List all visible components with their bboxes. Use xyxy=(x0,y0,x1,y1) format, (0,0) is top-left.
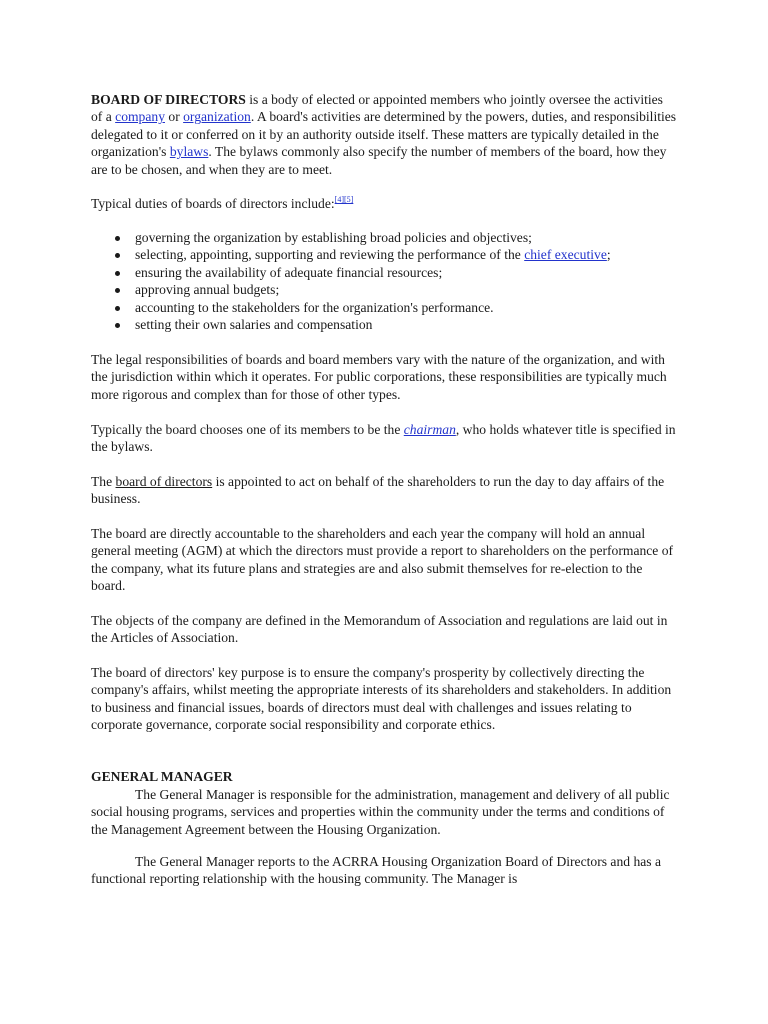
intro-term: BOARD OF DIRECTORS xyxy=(91,92,246,107)
list-item xyxy=(91,264,681,281)
duties-intro xyxy=(91,195,677,212)
list-item-text: accounting to the stakeholders for the organization's performance. xyxy=(135,299,494,315)
intro-text-2: or xyxy=(165,109,184,125)
intro-paragraph xyxy=(91,91,677,178)
intro-text-3: . A board's activities are determined by the powers, duties, and responsibilities delegated to it or conferred on it by an authority outside itself. These matters are typically detailed in the organization's xyxy=(91,109,677,160)
chairman-paragraph xyxy=(91,421,677,456)
objects-paragraph: The objects of the company are defined in the Memorandum of Association and regulations are laid out in the Articles of Association. xyxy=(91,613,668,646)
citation-refs xyxy=(335,195,354,204)
list-item-text: approving annual budgets; xyxy=(135,282,280,298)
organization-link[interactable]: organization xyxy=(183,109,251,125)
list-item-text: setting their own salaries and compensation xyxy=(135,316,373,332)
citation-5-link[interactable]: [5] xyxy=(344,195,354,204)
chairman-link[interactable]: chairman xyxy=(403,422,456,437)
purpose-paragraph: The board of directors' key purpose is to ensure the company's prosperity by collectively directing the company's affairs, whilst meeting the appropriate interests of its shareholders and stakeholders. In addition to business and financial issues, boards of directors must deal with challenges and issues relating to corporate governance, corporate social responsibility and corporate ethics. xyxy=(91,665,672,733)
gm-paragraph-2: The General Manager reports to the ACRRA Housing Organization Board of Directors and has a functional reporting relationship with the housing community. The Manager is xyxy=(91,854,661,887)
list-item xyxy=(91,316,681,333)
intro-text-1: is a body of elected or appointed members who jointly oversee the activities of a xyxy=(91,92,663,125)
gm-paragraph-1: The General Manager is responsible for the administration, management and delivery of all public social housing programs, services and properties within the community under the terms and conditions of the Management Agreement between the Housing Organization. xyxy=(91,787,670,837)
board-paragraph xyxy=(91,473,677,508)
list-item-text: ensuring the availability of adequate financial resources; xyxy=(135,264,443,280)
duties-list xyxy=(91,229,681,333)
list-item-text: governing the organization by establishing broad policies and objectives; xyxy=(135,230,532,245)
list-item xyxy=(91,229,681,246)
accountable-paragraph: The board are directly accountable to the shareholders and each year the company will hold an annual general meeting (AGM) at which the directors must provide a report to shareholders on the performance of the company, what its future plans and strategies are and also submit themselves for re-election to the board. xyxy=(91,526,674,594)
general-manager-heading: GENERAL MANAGER xyxy=(91,769,233,784)
citation-4-link[interactable]: [4] xyxy=(334,195,344,204)
board-of-directors-link[interactable]: board of directors xyxy=(115,474,213,489)
list-item-text-end: ; xyxy=(606,247,611,263)
list-item xyxy=(91,299,681,316)
chief-executive-link[interactable]: chief executive xyxy=(524,247,607,263)
duties-intro-text: Typical duties of boards of directors include: xyxy=(91,196,335,211)
list-item xyxy=(91,281,681,298)
list-item-text: selecting, appointing, supporting and reviewing the performance of the xyxy=(135,247,525,263)
company-link[interactable]: company xyxy=(115,109,165,125)
intro-text-4: . The bylaws commonly also specify the number of members of the board, how they are to be chosen, and when they are to meet. xyxy=(91,144,667,177)
list-item xyxy=(91,246,681,263)
chairman-text-1: Typically the board chooses one of its members to be the xyxy=(91,422,404,437)
board-text-1: The xyxy=(91,474,116,489)
bylaws-link[interactable]: bylaws xyxy=(169,144,209,160)
board-text-2: is appointed to act on behalf of the shareholders to run the day to day affairs of the business. xyxy=(91,474,665,507)
legal-paragraph: The legal responsibilities of boards and board members vary with the nature of the organization, and with the jurisdiction within which it operates. For public corporations, these responsibilities are typically much more rigorous and complex than for those of other types. xyxy=(91,352,667,402)
chairman-text-2: , who holds whatever title is specified in the bylaws. xyxy=(91,422,676,455)
